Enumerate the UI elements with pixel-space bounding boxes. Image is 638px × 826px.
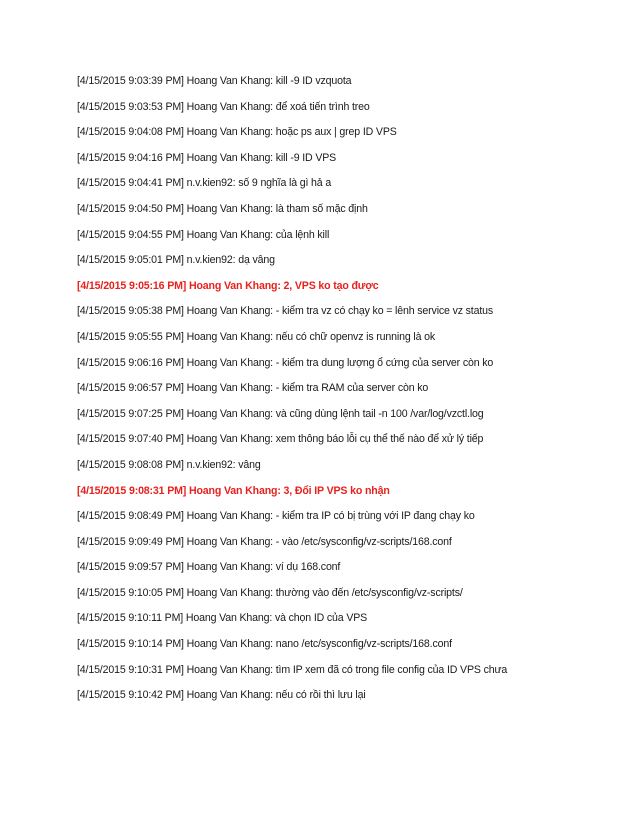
section-heading: [4/15/2015 9:05:16 PM] Hoang Van Khang: 2, VPS ko tạo được	[77, 279, 379, 292]
log-line: [4/15/2015 9:05:01 PM] n.v.kien92: dạ vâng	[77, 254, 275, 267]
chat-log	[77, 73, 617, 713]
log-line: [4/15/2015 9:10:31 PM] Hoang Van Khang: tìm IP xem đã có trong file config của ID VPS chưa	[77, 663, 508, 676]
log-line: [4/15/2015 9:08:08 PM] n.v.kien92: vâng	[77, 458, 261, 471]
log-line: [4/15/2015 9:04:50 PM] Hoang Van Khang: là tham số mặc định	[77, 202, 368, 215]
log-line: [4/15/2015 9:05:38 PM] Hoang Van Khang: - kiểm tra vz có chạy ko = lênh service vz status	[77, 305, 494, 318]
log-line: [4/15/2015 9:07:25 PM] Hoang Van Khang: và cũng dùng lệnh tail -n 100 /var/log/vzctl.log	[77, 407, 484, 420]
log-line: [4/15/2015 9:05:55 PM] Hoang Van Khang: nếu có chữ openvz is running là ok	[77, 330, 436, 343]
log-line: [4/15/2015 9:04:55 PM] Hoang Van Khang: của lệnh kill	[77, 228, 330, 241]
log-line: [4/15/2015 9:10:05 PM] Hoang Van Khang: thường vào đến /etc/sysconfig/vz-scripts/	[77, 586, 463, 599]
log-line: [4/15/2015 9:07:40 PM] Hoang Van Khang: xem thông báo lỗi cụ thể thế nào để xử lý tiếp	[77, 433, 484, 446]
log-line: [4/15/2015 9:06:16 PM] Hoang Van Khang: - kiểm tra dung lượng ổ cứng của server còn ko	[77, 356, 494, 369]
log-line: [4/15/2015 9:04:16 PM] Hoang Van Khang: kill -9 ID VPS	[77, 151, 337, 164]
log-line: [4/15/2015 9:10:42 PM] Hoang Van Khang: nếu có rồi thì lưu lại	[77, 689, 366, 702]
log-line: [4/15/2015 9:04:41 PM] n.v.kien92: số 9 nghĩa là gì hả a	[77, 177, 332, 190]
log-line: [4/15/2015 9:04:08 PM] Hoang Van Khang: hoặc ps aux | grep ID VPS	[77, 126, 397, 139]
log-line: [4/15/2015 9:08:49 PM] Hoang Van Khang: - kiểm tra IP có bị trùng với IP đang chạy ko	[77, 510, 475, 523]
log-line: [4/15/2015 9:03:53 PM] Hoang Van Khang: để xoá tiến trình treo	[77, 100, 370, 113]
log-line: [4/15/2015 9:10:11 PM] Hoang Van Khang: và chọn ID của VPS	[77, 612, 368, 625]
log-line: [4/15/2015 9:06:57 PM] Hoang Van Khang: - kiểm tra RAM của server còn ko	[77, 382, 429, 395]
section-heading: [4/15/2015 9:08:31 PM] Hoang Van Khang: 3, Đổi IP VPS ko nhận	[77, 484, 390, 497]
log-line: [4/15/2015 9:03:39 PM] Hoang Van Khang: kill -9 ID vzquota	[77, 75, 352, 87]
log-line: [4/15/2015 9:09:57 PM] Hoang Van Khang: ví dụ 168.conf	[77, 561, 341, 574]
log-line: [4/15/2015 9:10:14 PM] Hoang Van Khang: nano /etc/sysconfig/vz-scripts/168.conf	[77, 638, 452, 651]
log-line: [4/15/2015 9:09:49 PM] Hoang Van Khang: - vào /etc/sysconfig/vz-scripts/168.conf	[77, 535, 452, 548]
